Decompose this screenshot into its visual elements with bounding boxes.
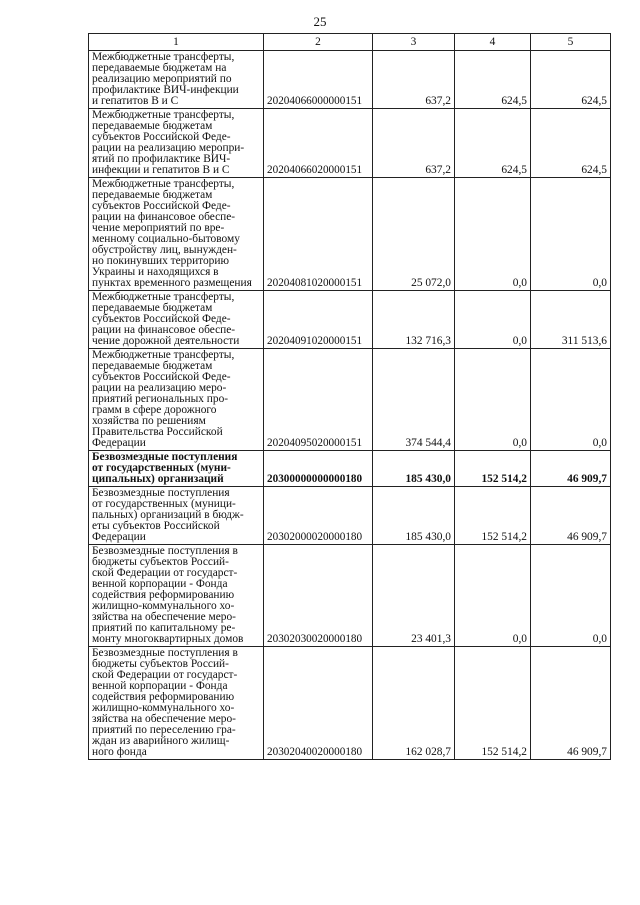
row-value-col3: 185 430,0 — [373, 487, 455, 545]
budget-table — [88, 33, 611, 760]
row-value-col4: 152 514,2 — [455, 487, 531, 545]
row-code-cell: 20300000000000180 — [264, 451, 373, 487]
row-code-cell: 20204081020000151 — [264, 178, 373, 291]
page-number: 25 — [313, 14, 327, 29]
row-value-col4: 0,0 — [455, 178, 531, 291]
row-name-cell: Безвозмездные поступления в бюджеты субъектов Россий- ской Федерации от государст- венной корпорации - Фонда содействия реформированию жилищно-коммунального хо- зяйства на обеспечение меро- приятий по капитальному ре- монту многоквартирных домов — [89, 545, 264, 647]
table-row — [89, 349, 611, 451]
row-value-col3: 637,2 — [373, 51, 455, 109]
row-name-cell: Межбюджетные трансферты, передаваемые бюджетам на реализацию мероприятий по профилактике ВИЧ-инфекции и гепатитов В и С — [89, 51, 264, 109]
row-value-col4: 152 514,2 — [455, 647, 531, 760]
row-value-col3: 25 072,0 — [373, 178, 455, 291]
row-name-cell: Безвозмездные поступления в бюджеты субъектов Россий- ской Федерации от государст- венной корпорации - Фонда содействия реформированию жилищно-коммунального хо- зяйства на обеспечение меро- приятий по переселению гра- ждан из аварийного жилищ- ного фонда — [89, 647, 264, 760]
row-value-col5: 624,5 — [531, 109, 611, 178]
row-value-col5: 624,5 — [531, 51, 611, 109]
row-value-col5: 0,0 — [531, 545, 611, 647]
row-value-col5: 46 909,7 — [531, 487, 611, 545]
row-code-cell: 20204095020000151 — [264, 349, 373, 451]
row-value-col5: 46 909,7 — [531, 451, 611, 487]
row-code-cell: 20204091020000151 — [264, 291, 373, 349]
row-value-col4: 152 514,2 — [455, 451, 531, 487]
table-row — [89, 109, 611, 178]
row-name-cell: Межбюджетные трансферты, передаваемые бюджетам субъектов Российской Феде- рации на финансовое обеспе- чение мероприятий по вре- менному социально-бытовому обустройству лиц, вынужден- но покинувших территорию Украины и находящихся в пунктах временного размещения — [89, 178, 264, 291]
row-value-col4: 0,0 — [455, 291, 531, 349]
row-value-col3: 374 544,4 — [373, 349, 455, 451]
row-value-col3: 162 028,7 — [373, 647, 455, 760]
row-code-cell: 20204066000000151 — [264, 51, 373, 109]
row-value-col4: 624,5 — [455, 109, 531, 178]
row-value-col3: 185 430,0 — [373, 451, 455, 487]
table-row — [89, 51, 611, 109]
row-name-cell: Межбюджетные трансферты, передаваемые бюджетам субъектов Российской Феде- рации на финансовое обеспе- чение дорожной деятельности — [89, 291, 264, 349]
row-code-cell: 20302030020000180 — [264, 545, 373, 647]
row-value-col5: 0,0 — [531, 178, 611, 291]
table-row — [89, 545, 611, 647]
row-value-col4: 0,0 — [455, 545, 531, 647]
table-row — [89, 647, 611, 760]
row-code-cell: 20302040020000180 — [264, 647, 373, 760]
table-row — [89, 487, 611, 545]
row-value-col3: 637,2 — [373, 109, 455, 178]
table-row — [89, 291, 611, 349]
row-name-cell: Безвозмездные поступления от государственных (муни- ципальных) организаций — [89, 451, 264, 487]
column-header: 4 — [455, 34, 531, 51]
header-row — [89, 34, 611, 51]
column-header: 3 — [373, 34, 455, 51]
column-header: 1 — [89, 34, 264, 51]
row-code-cell: 20302000020000180 — [264, 487, 373, 545]
row-name-cell: Безвозмездные поступления от государственных (муници- пальных) организаций в бюдж- еты субъектов Российской Федерации — [89, 487, 264, 545]
row-value-col4: 0,0 — [455, 349, 531, 451]
table-row — [89, 178, 611, 291]
row-value-col5: 46 909,7 — [531, 647, 611, 760]
row-value-col3: 23 401,3 — [373, 545, 455, 647]
column-header: 2 — [264, 34, 373, 51]
row-value-col4: 624,5 — [455, 51, 531, 109]
table-row — [89, 451, 611, 487]
column-header: 5 — [531, 34, 611, 51]
row-value-col3: 132 716,3 — [373, 291, 455, 349]
row-code-cell: 20204066020000151 — [264, 109, 373, 178]
row-value-col5: 0,0 — [531, 349, 611, 451]
row-name-cell: Межбюджетные трансферты, передаваемые бюджетам субъектов Российской Феде- рации на реализацию меропри- ятий по профилактике ВИЧ- инфекции и гепатитов В и С — [89, 109, 264, 178]
row-value-col5: 311 513,6 — [531, 291, 611, 349]
row-name-cell: Межбюджетные трансферты, передаваемые бюджетам субъектов Российской Феде- рации на реализацию меро- приятий региональных про- грамм в сфере дорожного хозяйства по решениям Правительства Российской Федерации — [89, 349, 264, 451]
